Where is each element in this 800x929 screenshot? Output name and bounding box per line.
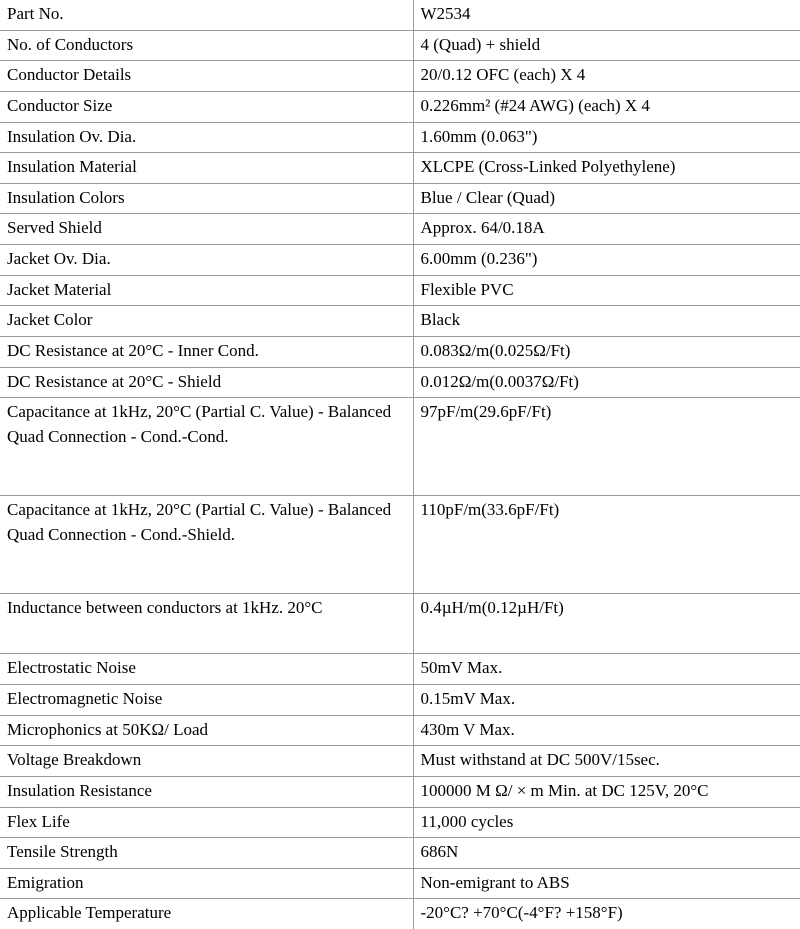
spec-label: Capacitance at 1kHz, 20°C (Partial C. Value) - Balanced Quad Connection - Cond.-Cond. <box>0 398 413 496</box>
table-row <box>0 306 800 337</box>
spec-label: Jacket Color <box>0 306 413 337</box>
table-row <box>0 367 800 398</box>
spec-label: Insulation Ov. Dia. <box>0 122 413 153</box>
spec-value: 6.00mm (0.236") <box>413 245 800 276</box>
table-row <box>0 496 800 594</box>
table-row <box>0 715 800 746</box>
spec-value: Black <box>413 306 800 337</box>
table-row <box>0 868 800 899</box>
spec-label: Insulation Resistance <box>0 776 413 807</box>
table-row <box>0 838 800 869</box>
spec-value: 50mV Max. <box>413 654 800 685</box>
spec-value: Approx. 64/0.18A <box>413 214 800 245</box>
spec-label: Insulation Material <box>0 153 413 184</box>
spec-value: 1.60mm (0.063") <box>413 122 800 153</box>
table-row <box>0 214 800 245</box>
spec-label: Voltage Breakdown <box>0 746 413 777</box>
spec-value: 4 (Quad) + shield <box>413 30 800 61</box>
spec-value: Flexible PVC <box>413 275 800 306</box>
spec-value: 110pF/m(33.6pF/Ft) <box>413 496 800 594</box>
spec-label: Inductance between conductors at 1kHz. 20°C <box>0 594 413 654</box>
spec-label: Applicable Temperature <box>0 899 413 929</box>
table-row <box>0 61 800 92</box>
spec-label: Jacket Ov. Dia. <box>0 245 413 276</box>
spec-value: W2534 <box>413 0 800 30</box>
spec-label: Part No. <box>0 0 413 30</box>
spec-label: Conductor Details <box>0 61 413 92</box>
table-row <box>0 30 800 61</box>
spec-label: Flex Life <box>0 807 413 838</box>
spec-value: Blue / Clear (Quad) <box>413 183 800 214</box>
table-row <box>0 398 800 496</box>
spec-label: DC Resistance at 20°C - Shield <box>0 367 413 398</box>
spec-label: Jacket Material <box>0 275 413 306</box>
table-row <box>0 594 800 654</box>
spec-label: DC Resistance at 20°C - Inner Cond. <box>0 337 413 368</box>
spec-value: 20/0.12 OFC (each) X 4 <box>413 61 800 92</box>
table-row <box>0 684 800 715</box>
spec-value: XLCPE (Cross-Linked Polyethylene) <box>413 153 800 184</box>
spec-label: Tensile Strength <box>0 838 413 869</box>
spec-value: 0.226mm² (#24 AWG) (each) X 4 <box>413 91 800 122</box>
table-row <box>0 275 800 306</box>
spec-value: 0.15mV Max. <box>413 684 800 715</box>
table-row <box>0 91 800 122</box>
table-row <box>0 776 800 807</box>
spec-label: Insulation Colors <box>0 183 413 214</box>
table-row <box>0 153 800 184</box>
spec-label: No. of Conductors <box>0 30 413 61</box>
spec-label: Capacitance at 1kHz, 20°C (Partial C. Value) - Balanced Quad Connection - Cond.-Shield. <box>0 496 413 594</box>
table-row <box>0 0 800 30</box>
table-row <box>0 245 800 276</box>
spec-label: Served Shield <box>0 214 413 245</box>
spec-value: 686N <box>413 838 800 869</box>
table-row <box>0 122 800 153</box>
spec-label: Electrostatic Noise <box>0 654 413 685</box>
spec-value: 0.4µH/m(0.12µH/Ft) <box>413 594 800 654</box>
spec-label: Emigration <box>0 868 413 899</box>
spec-value: 11,000 cycles <box>413 807 800 838</box>
spec-value: 100000 M Ω/ × m Min. at DC 125V, 20°C <box>413 776 800 807</box>
table-row <box>0 337 800 368</box>
spec-label: Electromagnetic Noise <box>0 684 413 715</box>
spec-value: 430m V Max. <box>413 715 800 746</box>
table-row <box>0 654 800 685</box>
table-row <box>0 183 800 214</box>
spec-value: 0.012Ω/m(0.0037Ω/Ft) <box>413 367 800 398</box>
table-row <box>0 807 800 838</box>
table-row <box>0 899 800 929</box>
table-row <box>0 746 800 777</box>
spec-value: Must withstand at DC 500V/15sec. <box>413 746 800 777</box>
spec-value: 0.083Ω/m(0.025Ω/Ft) <box>413 337 800 368</box>
spec-label: Conductor Size <box>0 91 413 122</box>
spec-value: Non-emigrant to ABS <box>413 868 800 899</box>
spec-value: 97pF/m(29.6pF/Ft) <box>413 398 800 496</box>
spec-value: -20°C? +70°C(-4°F? +158°F) <box>413 899 800 929</box>
spec-label: Microphonics at 50KΩ/ Load <box>0 715 413 746</box>
